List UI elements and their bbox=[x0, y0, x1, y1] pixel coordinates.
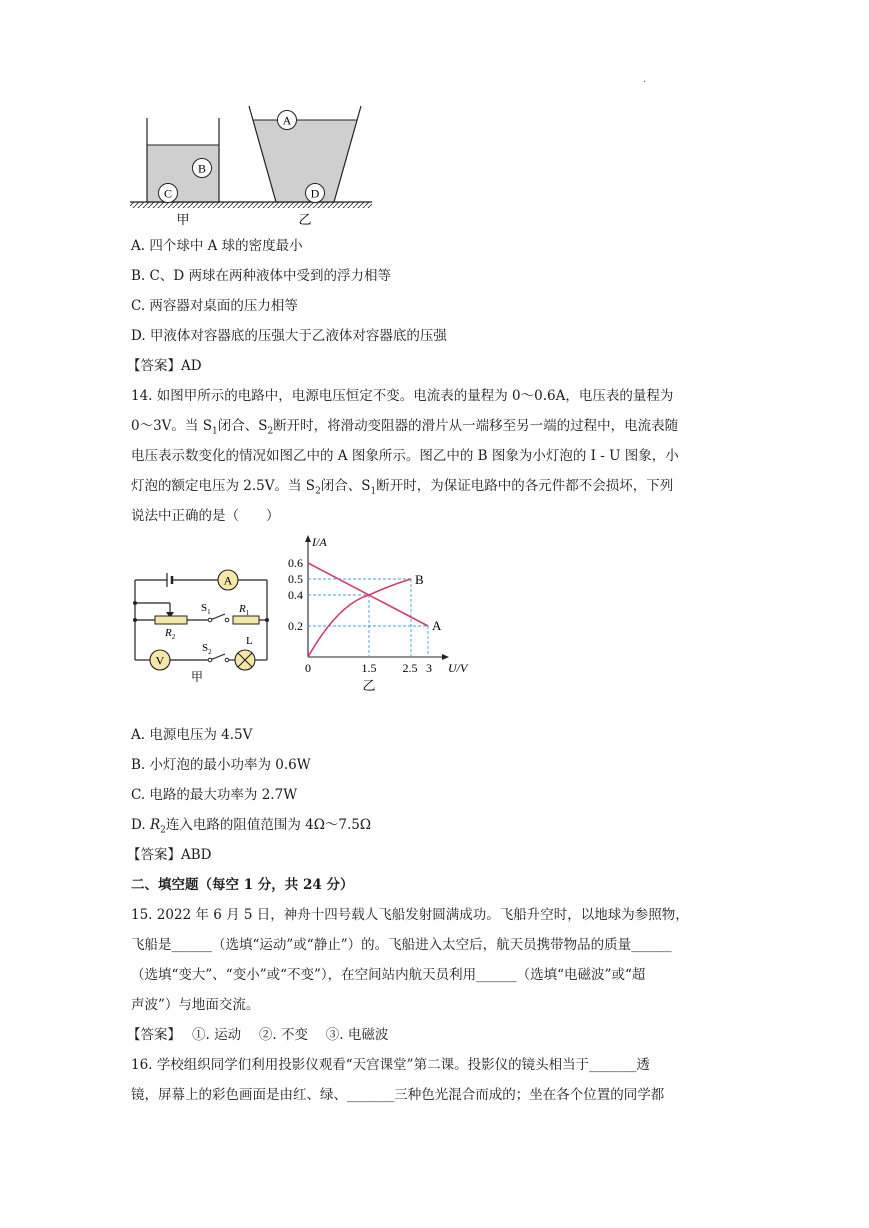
liquid-right bbox=[253, 120, 357, 202]
q13-option-d: D. 甲液体对容器底的压强大于乙液体对容器底的压强 bbox=[131, 328, 447, 344]
svg-text:D: D bbox=[310, 186, 320, 201]
graph-caption: 乙 bbox=[362, 678, 376, 692]
page-mark: . bbox=[643, 74, 647, 85]
q14-option-d: D. $R_2$连入电路的阻值范围为 4Ω～7.5Ω bbox=[131, 817, 372, 836]
label-right: 乙 bbox=[298, 212, 312, 227]
xtick-3: 3 bbox=[426, 661, 432, 675]
voltmeter-icon bbox=[150, 650, 170, 670]
answer-value: ①. 运动 ②. 不变 ③. 电磁波 bbox=[174, 1027, 389, 1043]
ytick-0.5: 0.5 bbox=[288, 572, 303, 586]
q15-line-1: 15. 2022 年 6 月 5 日，神舟十四号载人飞船发射圆满成功。飞船升空时，以地球为参照物， bbox=[131, 907, 689, 923]
q14-option-b: B. 小灯泡的最小功率为 0.6W bbox=[131, 757, 311, 773]
q13-answer bbox=[127, 356, 202, 376]
graph-xlabel: U/V bbox=[448, 661, 468, 675]
xtick-1.5: 1.5 bbox=[361, 661, 377, 675]
svg-text:A: A bbox=[282, 113, 292, 128]
q14-line-3: 电压表示数变化的情况如图乙中的 A 图象所示。图乙中的 B 图象为小灯泡的 I - U 图象，小 bbox=[131, 448, 679, 464]
label-s2: $S_2$ bbox=[202, 642, 212, 656]
q15-line-3: （选填“变大”、“变小”或“不变”），在空间站内航天员利用______（选填“电磁波”或“超 bbox=[131, 967, 646, 983]
graph-origin: 0 bbox=[305, 661, 311, 675]
q14-answer bbox=[127, 845, 212, 865]
q13-option-c: C. 两容器对桌面的压力相等 bbox=[131, 298, 298, 314]
svg-text:A: A bbox=[223, 573, 233, 588]
graph-ylabel: I/A bbox=[312, 535, 327, 549]
ytick-0.4: 0.4 bbox=[288, 588, 303, 602]
q14-line-2: 0～3V。当 $S_1$闭合、$S_2$断开时，将滑动变阻器的滑片从一端移至另一端的过程中，电流表随 bbox=[131, 418, 679, 437]
q14-option-c: C. 电路的最大功率为 2.7W bbox=[131, 787, 298, 803]
label-s1: $S_1$ bbox=[201, 602, 211, 616]
ball-b bbox=[193, 159, 212, 178]
q13-option-b: B. C、D 两球在两种液体中受到的浮力相等 bbox=[131, 268, 391, 284]
ammeter-icon bbox=[218, 570, 238, 590]
ytick-0.2: 0.2 bbox=[288, 619, 303, 633]
curve-label-a: A bbox=[432, 618, 442, 633]
curve-label-b: B bbox=[415, 572, 424, 587]
label-r1: $R_1$ bbox=[239, 603, 250, 617]
label-left: 甲 bbox=[176, 212, 190, 227]
q14-line-1: 14. 如图甲所示的电路中，电源电压恒定不变。电流表的量程为 0～0.6A，电压表的量程为 bbox=[131, 388, 674, 404]
section-2-title: 二、填空题（每空 1 分，共 24 分） bbox=[131, 877, 354, 893]
svg-text:V: V bbox=[155, 653, 165, 668]
answer-value: AD bbox=[181, 358, 202, 374]
q15-line-2: 飞船是______（选填“运动”或“静止”）的。飞船进入太空后，航天员携带物品的质量______ bbox=[131, 937, 672, 953]
rheostat-r2 bbox=[155, 616, 187, 624]
xtick-2.5: 2.5 bbox=[402, 661, 418, 675]
q13-option-a: A. 四个球中 A 球的密度最小 bbox=[131, 238, 303, 254]
resistor-r1 bbox=[233, 616, 259, 624]
iu-graph bbox=[283, 532, 483, 692]
q14-option-a: A. 电源电压为 4.5V bbox=[131, 727, 253, 743]
lamp-icon bbox=[235, 650, 255, 670]
svg-text:B: B bbox=[197, 161, 207, 176]
q14-line-5: 说法中正确的是（ ） bbox=[131, 508, 280, 524]
q16-line-1: 16. 学校组织同学们利用投影仪观看“天宫课堂”第二课。投影仪的镜头相当于_______透 bbox=[131, 1057, 650, 1073]
ground-hatch bbox=[130, 202, 372, 208]
label-r2: $R_2$ bbox=[165, 627, 176, 641]
label-lamp: L bbox=[246, 635, 253, 647]
q14-line-4: 灯泡的额定电压为 2.5V。当 $S_2$闭合、$S_1$断开时，为保证电路中的各元件都不会损坏，下列 bbox=[131, 478, 674, 497]
ball-a bbox=[278, 111, 297, 130]
q15-line-4: 声波”）与地面交流。 bbox=[131, 997, 260, 1013]
answer-value: ABD bbox=[181, 847, 212, 863]
container-figure bbox=[125, 96, 385, 228]
ball-c bbox=[159, 184, 178, 203]
q15-answer bbox=[127, 1025, 388, 1045]
circuit-diagram bbox=[125, 565, 285, 690]
ytick-0.6: 0.6 bbox=[288, 556, 303, 570]
answer-tag: 【答案】 bbox=[127, 358, 181, 374]
circuit-caption: 甲 bbox=[190, 670, 204, 684]
q16-line-2: 镜，屏幕上的彩色画面是由红、绿、_______三种色光混合而成的；坐在各个位置的同学都 bbox=[131, 1087, 665, 1103]
ball-d bbox=[306, 184, 325, 203]
answer-tag: 【答案】 bbox=[127, 847, 181, 863]
svg-text:C: C bbox=[163, 186, 173, 201]
answer-tag: 【答案】 bbox=[127, 1027, 175, 1043]
